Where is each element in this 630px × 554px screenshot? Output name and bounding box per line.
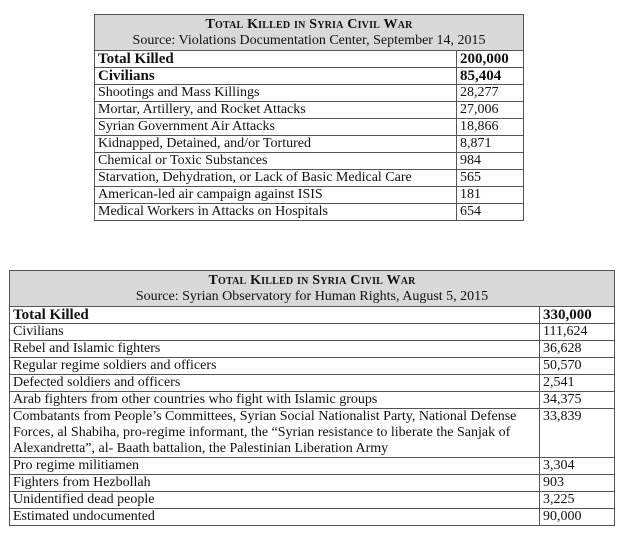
row-label: Total Killed [95,51,457,68]
table-row [10,409,615,458]
sohr-casualty-table [9,270,615,526]
row-value: 3,304 [540,458,615,475]
table-row [10,375,615,392]
row-value: 85,404 [457,68,524,85]
row-label: Kidnapped, Detained, and/or Tortured [95,136,457,153]
table-row [10,341,615,358]
table-row [95,153,524,170]
row-value: 181 [457,187,524,204]
row-value: 90,000 [540,509,615,526]
row-value: 8,871 [457,136,524,153]
table-row [95,68,524,85]
table-header-row [95,15,524,51]
table-row [10,492,615,509]
row-label: Arab fighters from other countries who fight with Islamic groups [10,392,540,409]
row-value: 111,624 [540,324,615,341]
row-value: 903 [540,475,615,492]
table-row [10,358,615,375]
row-value: 654 [457,204,524,221]
row-value: 27,006 [457,102,524,119]
row-label: Syrian Government Air Attacks [95,119,457,136]
table-row [10,475,615,492]
row-label: Rebel and Islamic fighters [10,341,540,358]
row-label: Total Killed [10,307,540,324]
row-value: 3,225 [540,492,615,509]
table-row [95,204,524,221]
table-source: Source: Violations Documentation Center, September 14, 2015 [132,33,486,48]
row-label: Fighters from Hezbollah [10,475,540,492]
table-row [10,307,615,324]
table-body [95,51,524,221]
table-row [95,170,524,187]
row-value: 18,866 [457,119,524,136]
table-row [95,187,524,204]
table-header [95,15,524,51]
row-label: Unidentified dead people [10,492,540,509]
row-label: Pro regime militiamen [10,458,540,475]
table-title: Total Killed in Syria Civil War [205,17,413,32]
table-title: Total Killed in Syria Civil War [208,273,416,288]
table-row [95,51,524,68]
row-value: 2,541 [540,375,615,392]
table-body [10,307,615,526]
row-label: Civilians [10,324,540,341]
table-row [95,119,524,136]
row-value: 50,570 [540,358,615,375]
row-label: Starvation, Dehydration, or Lack of Basic Medical Care [95,170,457,187]
table-row [10,458,615,475]
row-label: Estimated undocumented [10,509,540,526]
row-value: 200,000 [457,51,524,68]
row-label: American-led air campaign against ISIS [95,187,457,204]
row-label: Medical Workers in Attacks on Hospitals [95,204,457,221]
table-header-row [10,271,615,307]
table-row [95,102,524,119]
table-row [10,392,615,409]
table-row [10,509,615,526]
row-value: 984 [457,153,524,170]
row-value: 33,839 [540,409,615,458]
row-label: Combatants from People’s Committees, Syrian Social Nationalist Party, National Defense Forces, al Shabiha, pro-regime informant, the “Syrian resistance to liberate the Sanjak of Alexandretta”, al- Baath battalion, the Palestinian Liberation Army [10,409,540,458]
vdc-casualty-table [94,14,524,221]
row-value: 34,375 [540,392,615,409]
table-row [95,85,524,102]
row-label: Shootings and Mass Killings [95,85,457,102]
row-value: 28,277 [457,85,524,102]
row-label: Defected soldiers and officers [10,375,540,392]
table-header [10,271,615,307]
row-label: Regular regime soldiers and officers [10,358,540,375]
table-row [10,324,615,341]
row-value: 565 [457,170,524,187]
table-source: Source: Syrian Observatory for Human Rights, August 5, 2015 [135,289,489,304]
row-value: 36,628 [540,341,615,358]
row-label: Chemical or Toxic Substances [95,153,457,170]
row-label: Civilians [95,68,457,85]
row-label: Mortar, Artillery, and Rocket Attacks [95,102,457,119]
table-row [95,136,524,153]
row-value: 330,000 [540,307,615,324]
